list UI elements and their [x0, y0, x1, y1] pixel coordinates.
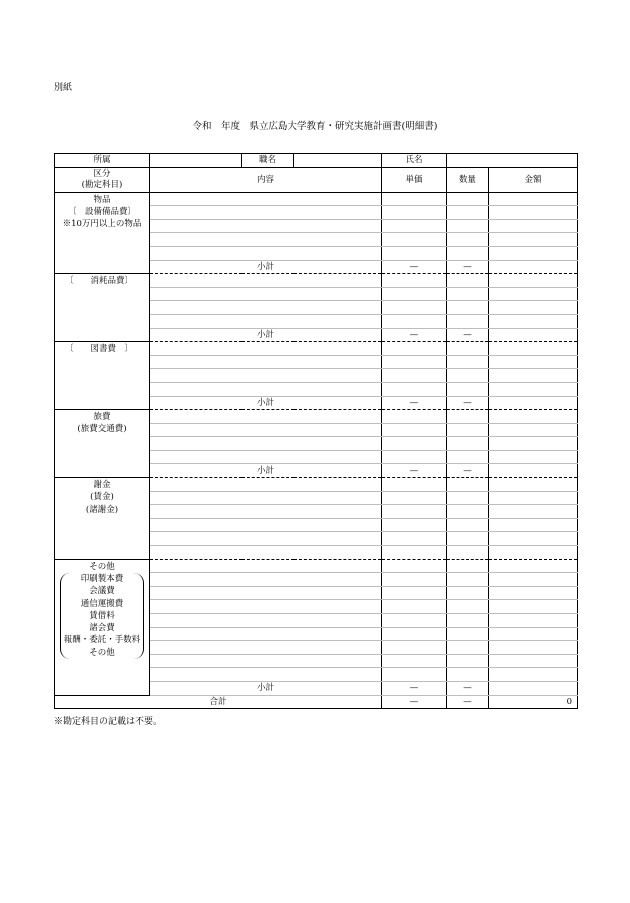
- quantity-cell[interactable]: [447, 586, 489, 600]
- amount-cell[interactable]: [489, 382, 578, 396]
- amount-cell[interactable]: [489, 206, 578, 220]
- unit-price-cell[interactable]: [382, 410, 447, 424]
- subtotal-label: 小計: [150, 681, 382, 695]
- amount-cell[interactable]: [489, 586, 578, 600]
- quantity-cell[interactable]: [447, 206, 489, 220]
- name-field[interactable]: [447, 154, 578, 168]
- unit-price-cell[interactable]: [382, 532, 447, 546]
- amount-cell[interactable]: [489, 410, 578, 424]
- subtotal-amount-cell[interactable]: [489, 681, 578, 695]
- content-cell[interactable]: [150, 491, 382, 505]
- unit-price-cell[interactable]: [382, 314, 447, 328]
- unit-price-cell[interactable]: [382, 450, 447, 464]
- unit-price-dash: —: [382, 396, 447, 410]
- position-field[interactable]: [294, 154, 382, 168]
- table-row: [55, 274, 578, 288]
- quantity-cell[interactable]: [447, 233, 489, 247]
- quantity-cell[interactable]: [447, 559, 489, 573]
- unit-price-dash: —: [382, 695, 447, 709]
- quantity-cell[interactable]: [447, 654, 489, 668]
- quantity-cell[interactable]: [447, 423, 489, 437]
- quantity-cell[interactable]: [447, 668, 489, 682]
- content-cell[interactable]: [150, 546, 382, 560]
- unit-price-cell[interactable]: [382, 600, 447, 614]
- content-cell[interactable]: [150, 423, 382, 437]
- amount-cell[interactable]: [489, 546, 578, 560]
- content-cell[interactable]: [150, 301, 382, 315]
- amount-cell[interactable]: [489, 505, 578, 519]
- table-row: [55, 559, 578, 573]
- unit-price-dash: —: [382, 328, 447, 342]
- unit-price-cell[interactable]: [382, 627, 447, 641]
- quantity-cell[interactable]: [447, 491, 489, 505]
- amount-cell[interactable]: [489, 246, 578, 260]
- quantity-cell[interactable]: [447, 301, 489, 315]
- amount-cell[interactable]: [489, 668, 578, 682]
- quantity-cell[interactable]: [447, 287, 489, 301]
- quantity-cell[interactable]: [447, 600, 489, 614]
- quantity-dash: —: [447, 396, 489, 410]
- unit-price-cell[interactable]: [382, 437, 447, 451]
- unit-price-cell[interactable]: [382, 233, 447, 247]
- amount-cell[interactable]: [489, 437, 578, 451]
- category-cell-other: その他 印刷製本費 会議費 通信運搬費 賃借料 諸会費 報酬・委託・手数料 その他: [55, 559, 150, 695]
- content-cell[interactable]: [150, 600, 382, 614]
- amount-cell[interactable]: [489, 355, 578, 369]
- unit-price-cell[interactable]: [382, 369, 447, 383]
- affiliation-label: 所属: [55, 154, 150, 168]
- content-cell[interactable]: [150, 586, 382, 600]
- category-cell-travel: 旅費 (旅費交通費): [55, 410, 150, 478]
- quantity-cell[interactable]: [447, 382, 489, 396]
- quantity-dash: —: [447, 328, 489, 342]
- content-cell[interactable]: [150, 641, 382, 655]
- total-row: [55, 695, 578, 709]
- budget-detail-table: [54, 153, 578, 709]
- unit-price-cell[interactable]: [382, 546, 447, 560]
- quantity-cell[interactable]: [447, 246, 489, 260]
- unit-price-cell[interactable]: [382, 654, 447, 668]
- category-column-header: 区分 (勘定科目): [55, 167, 150, 192]
- subtotal-label: 小計: [150, 396, 382, 410]
- amount-cell[interactable]: [489, 532, 578, 546]
- content-cell[interactable]: [150, 437, 382, 451]
- amount-cell[interactable]: [489, 478, 578, 492]
- table-row: [55, 410, 578, 424]
- amount-cell[interactable]: [489, 369, 578, 383]
- position-label: 職名: [242, 154, 294, 168]
- content-column-header: 内容: [150, 167, 382, 192]
- amount-cell[interactable]: [489, 219, 578, 233]
- amount-cell[interactable]: [489, 627, 578, 641]
- name-label: 氏名: [382, 154, 447, 168]
- quantity-column-header: 数量: [447, 167, 489, 192]
- info-row: [55, 154, 578, 168]
- amount-cell[interactable]: [489, 559, 578, 573]
- subtotal-label: 小計: [150, 260, 382, 274]
- content-cell[interactable]: [150, 274, 382, 288]
- unit-price-dash: —: [382, 464, 447, 478]
- content-cell[interactable]: [150, 478, 382, 492]
- unit-price-cell[interactable]: [382, 206, 447, 220]
- quantity-cell[interactable]: [447, 573, 489, 587]
- table-row: [55, 478, 578, 492]
- quantity-cell[interactable]: [447, 219, 489, 233]
- content-cell[interactable]: [150, 614, 382, 628]
- amount-cell[interactable]: [489, 301, 578, 315]
- table-row: [55, 342, 578, 356]
- unit-price-dash: —: [382, 681, 447, 695]
- amount-cell[interactable]: [489, 518, 578, 532]
- amount-cell[interactable]: [489, 342, 578, 356]
- amount-cell[interactable]: [489, 274, 578, 288]
- total-amount: 0: [489, 695, 578, 709]
- affiliation-field[interactable]: [150, 154, 242, 168]
- unit-price-cell[interactable]: [382, 491, 447, 505]
- unit-price-cell[interactable]: [382, 614, 447, 628]
- category-cell-books: 〔 図書費 〕: [55, 342, 150, 410]
- unit-price-cell[interactable]: [382, 586, 447, 600]
- subtotal-label: 小計: [150, 328, 382, 342]
- unit-price-cell[interactable]: [382, 478, 447, 492]
- unit-price-cell[interactable]: [382, 355, 447, 369]
- quantity-cell[interactable]: [447, 342, 489, 356]
- quantity-cell[interactable]: [447, 614, 489, 628]
- quantity-cell[interactable]: [447, 505, 489, 519]
- attachment-label: 別紙: [54, 83, 73, 93]
- content-cell[interactable]: [150, 627, 382, 641]
- unit-price-cell[interactable]: [382, 382, 447, 396]
- amount-cell[interactable]: [489, 491, 578, 505]
- content-cell[interactable]: [150, 450, 382, 464]
- unit-price-cell[interactable]: [382, 423, 447, 437]
- content-cell[interactable]: [150, 342, 382, 356]
- other-subcategory-bracket: 印刷製本費 会議費 通信運搬費 賃借料 諸会費 報酬・委託・手数料 その他: [60, 573, 145, 659]
- content-cell[interactable]: [150, 314, 382, 328]
- quantity-cell[interactable]: [447, 478, 489, 492]
- quantity-cell[interactable]: [447, 274, 489, 288]
- subtotal-amount-cell[interactable]: [489, 260, 578, 274]
- quantity-cell[interactable]: [447, 369, 489, 383]
- unit-price-cell[interactable]: [382, 559, 447, 573]
- quantity-dash: —: [447, 464, 489, 478]
- content-cell[interactable]: [150, 668, 382, 682]
- content-cell[interactable]: [150, 355, 382, 369]
- content-cell[interactable]: [150, 654, 382, 668]
- unit-price-cell[interactable]: [382, 505, 447, 519]
- unit-price-cell[interactable]: [382, 287, 447, 301]
- content-cell[interactable]: [150, 246, 382, 260]
- content-cell[interactable]: [150, 219, 382, 233]
- content-cell[interactable]: [150, 206, 382, 220]
- unit-price-cell[interactable]: [382, 192, 447, 206]
- unit-price-cell[interactable]: [382, 573, 447, 587]
- quantity-dash: —: [447, 681, 489, 695]
- unit-price-cell[interactable]: [382, 219, 447, 233]
- quantity-cell[interactable]: [447, 546, 489, 560]
- quantity-cell[interactable]: [447, 410, 489, 424]
- content-cell[interactable]: [150, 410, 382, 424]
- quantity-cell[interactable]: [447, 518, 489, 532]
- content-cell[interactable]: [150, 559, 382, 573]
- content-cell[interactable]: [150, 518, 382, 532]
- amount-cell[interactable]: [489, 192, 578, 206]
- amount-cell[interactable]: [489, 423, 578, 437]
- amount-cell[interactable]: [489, 573, 578, 587]
- content-cell[interactable]: [150, 287, 382, 301]
- quantity-cell[interactable]: [447, 314, 489, 328]
- category-cell-consumables: 〔 消耗品費〕: [55, 274, 150, 342]
- unit-price-cell[interactable]: [382, 668, 447, 682]
- category-cell-honorarium: 謝金 (賃金) (諸謝金): [55, 478, 150, 560]
- quantity-cell[interactable]: [447, 355, 489, 369]
- unit-price-dash: —: [382, 260, 447, 274]
- unit-price-cell[interactable]: [382, 274, 447, 288]
- content-cell[interactable]: [150, 233, 382, 247]
- amount-cell[interactable]: [489, 641, 578, 655]
- subtotal-label: 小計: [150, 464, 382, 478]
- unit-price-cell[interactable]: [382, 246, 447, 260]
- unit-price-cell[interactable]: [382, 301, 447, 315]
- document-title: 令和 年度 県立広島大学教育・研究実施計画書(明細書): [192, 121, 438, 132]
- amount-cell[interactable]: [489, 233, 578, 247]
- quantity-cell[interactable]: [447, 532, 489, 546]
- amount-cell[interactable]: [489, 450, 578, 464]
- amount-cell[interactable]: [489, 614, 578, 628]
- category-cell-equipment: 物品 〔 設備備品費〕 ※10万円以上の物品: [55, 192, 150, 274]
- total-label: 合計: [55, 695, 382, 709]
- content-cell[interactable]: [150, 505, 382, 519]
- unit-price-cell[interactable]: [382, 518, 447, 532]
- amount-cell[interactable]: [489, 654, 578, 668]
- content-cell[interactable]: [150, 573, 382, 587]
- unit-price-cell[interactable]: [382, 342, 447, 356]
- quantity-cell[interactable]: [447, 450, 489, 464]
- amount-cell[interactable]: [489, 600, 578, 614]
- subtotal-amount-cell[interactable]: [489, 464, 578, 478]
- content-cell[interactable]: [150, 369, 382, 383]
- amount-cell[interactable]: [489, 314, 578, 328]
- quantity-cell[interactable]: [447, 641, 489, 655]
- subtotal-amount-cell[interactable]: [489, 396, 578, 410]
- amount-column-header: 金額: [489, 167, 578, 192]
- quantity-dash: —: [447, 695, 489, 709]
- amount-cell[interactable]: [489, 287, 578, 301]
- subtotal-amount-cell[interactable]: [489, 328, 578, 342]
- quantity-cell[interactable]: [447, 192, 489, 206]
- content-cell[interactable]: [150, 382, 382, 396]
- quantity-cell[interactable]: [447, 627, 489, 641]
- quantity-cell[interactable]: [447, 437, 489, 451]
- content-cell[interactable]: [150, 532, 382, 546]
- content-cell[interactable]: [150, 192, 382, 206]
- quantity-dash: —: [447, 260, 489, 274]
- unit-price-column-header: 単価: [382, 167, 447, 192]
- column-header-row: [55, 167, 578, 192]
- footnote: ※勘定科目の記載は不要。: [54, 717, 163, 727]
- table-row: [55, 192, 578, 206]
- unit-price-cell[interactable]: [382, 641, 447, 655]
